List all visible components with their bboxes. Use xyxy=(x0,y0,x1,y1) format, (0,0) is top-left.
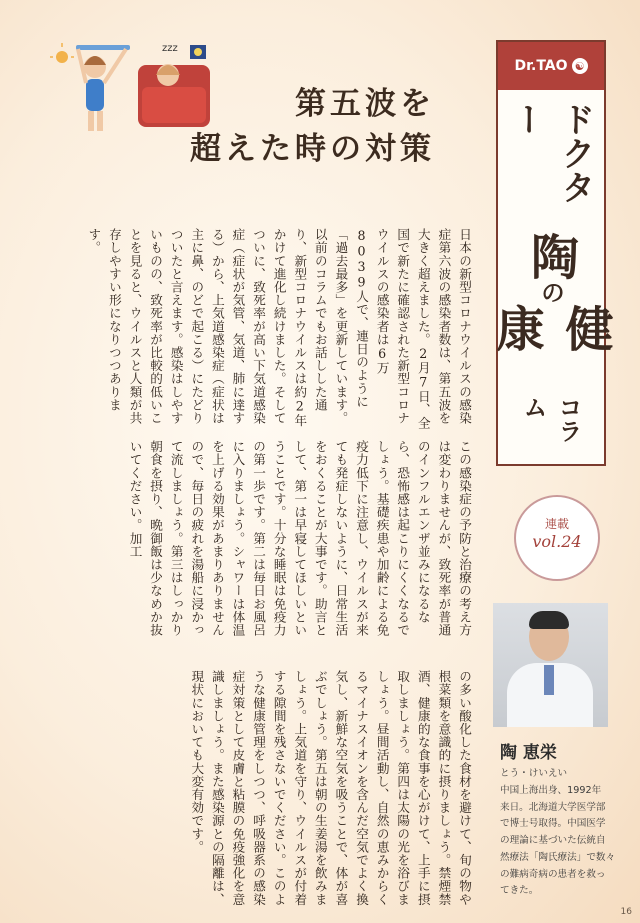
logo-text: Dr.TAO xyxy=(514,58,568,74)
bio-line: 中国上海出身、1992年 xyxy=(500,784,602,796)
author-portrait xyxy=(493,603,608,727)
body-paragraph: 日本の新型コロナウイルスの感染症第六波の感染者数は、第五波を大きく超えました。2月7日、全国で新たに確認された新型コロナウイルスの感染者は6万8039人で、連日のように「過去最多」を更新しています。以前のコラムでもお話しした通り、新型コロナウイルスは約2年かけて進化し続けました。そしてついに、致死率が高い下気道感染症（症状が気管、気道、肺に達する）から、上気道感染症（症状は主に鼻、のどで起こる）にたどりついたと言えます。感染はしやすいものの、致死率が比較的低いことを見ると、ウイルスと人類が共存しやすい形になりつつあります。 xyxy=(86,228,472,430)
bio-line: 来日。北海道大学医学部 xyxy=(500,801,606,813)
bio-line: てきた。 xyxy=(500,885,539,897)
body-text-lower xyxy=(58,670,474,910)
bio-line: の理論に基づいた伝統自 xyxy=(500,835,606,847)
serial-label: 連載 xyxy=(544,517,569,531)
body-paragraph: の多い酸化した食材を避けて、旬の物や根菜類を意識的に摂りましょう。禁煙禁酒、健康的な食事を心がけて、上手に摂取しましょう。第四は太陽の光を浴びましょう。昼間活動し、自然の恵みからくるマイナスイオンを含んだ空気でよく換気し、新鮮な空気を吸うことで、体が喜ぶでしょう。第五は朝の生姜湯を飲みましょう。上気道を守り、ウイルスが付着する隙間を残さないでください。このような健康管理をしつつ、呼吸器系の感染症対策として皮膚と粘膜の免疫強化を意識しましょう。また感染源との隔離は、現状においても大変有効です。 xyxy=(189,670,472,906)
dr-tao-logo xyxy=(498,42,604,90)
column-banner xyxy=(488,40,613,466)
bio-line: 然療法「陶氏療法」で数々 xyxy=(500,851,616,863)
bio-line: で博士号取得。中国医学 xyxy=(500,818,606,830)
title-part-no: の xyxy=(536,279,565,304)
body-text-upper-right xyxy=(58,228,474,433)
page-number: 16 xyxy=(620,907,632,917)
bio-line: とう・けいえい xyxy=(500,768,568,779)
svg-text:zzz: zzz xyxy=(162,43,178,54)
author-bio xyxy=(500,766,618,900)
title-part-health: 健康 xyxy=(488,303,613,352)
article-headline xyxy=(175,82,435,172)
title-part-doctor: ドクター xyxy=(506,102,595,204)
body-paragraph: この感染症の予防と治療の考え方は変わりませんが、致死率が普通のインフルエンザ並みになるなら、恐怖感は起こりにくくなるでしょう。基礎疾患や加齢による免疫力低下に注意し、ウイルスが来ても発症しないように、日常生活をおくることが大事です。助言として、第一は早寝してほしいということです。十分な睡眠は免疫力の第一歩です。第二は毎日お風呂に入りましょう。シャワーは体温を上げる効果があまりありませんので、毎日の疲れを湯船に浸かって流しましょう。第三はしっかり朝食を摂り、晩御飯は少なめか抜いてください。加工 xyxy=(127,440,472,637)
bio-line: の難病奇病の患者を救っ xyxy=(500,868,606,880)
yin-yang-icon: ☯ xyxy=(572,58,588,74)
serial-badge xyxy=(514,495,600,581)
headline-line-2: 超えた時の対策 xyxy=(190,130,435,167)
column-title xyxy=(488,102,613,464)
title-part-tao: 陶 xyxy=(522,231,579,280)
author-name: 陶 恵栄 xyxy=(500,743,557,763)
serial-volume: vol.24 xyxy=(532,532,582,551)
body-text-upper-left xyxy=(58,440,474,645)
title-part-column: コラム xyxy=(519,395,582,444)
headline-line-1: 第五波を xyxy=(295,86,435,122)
